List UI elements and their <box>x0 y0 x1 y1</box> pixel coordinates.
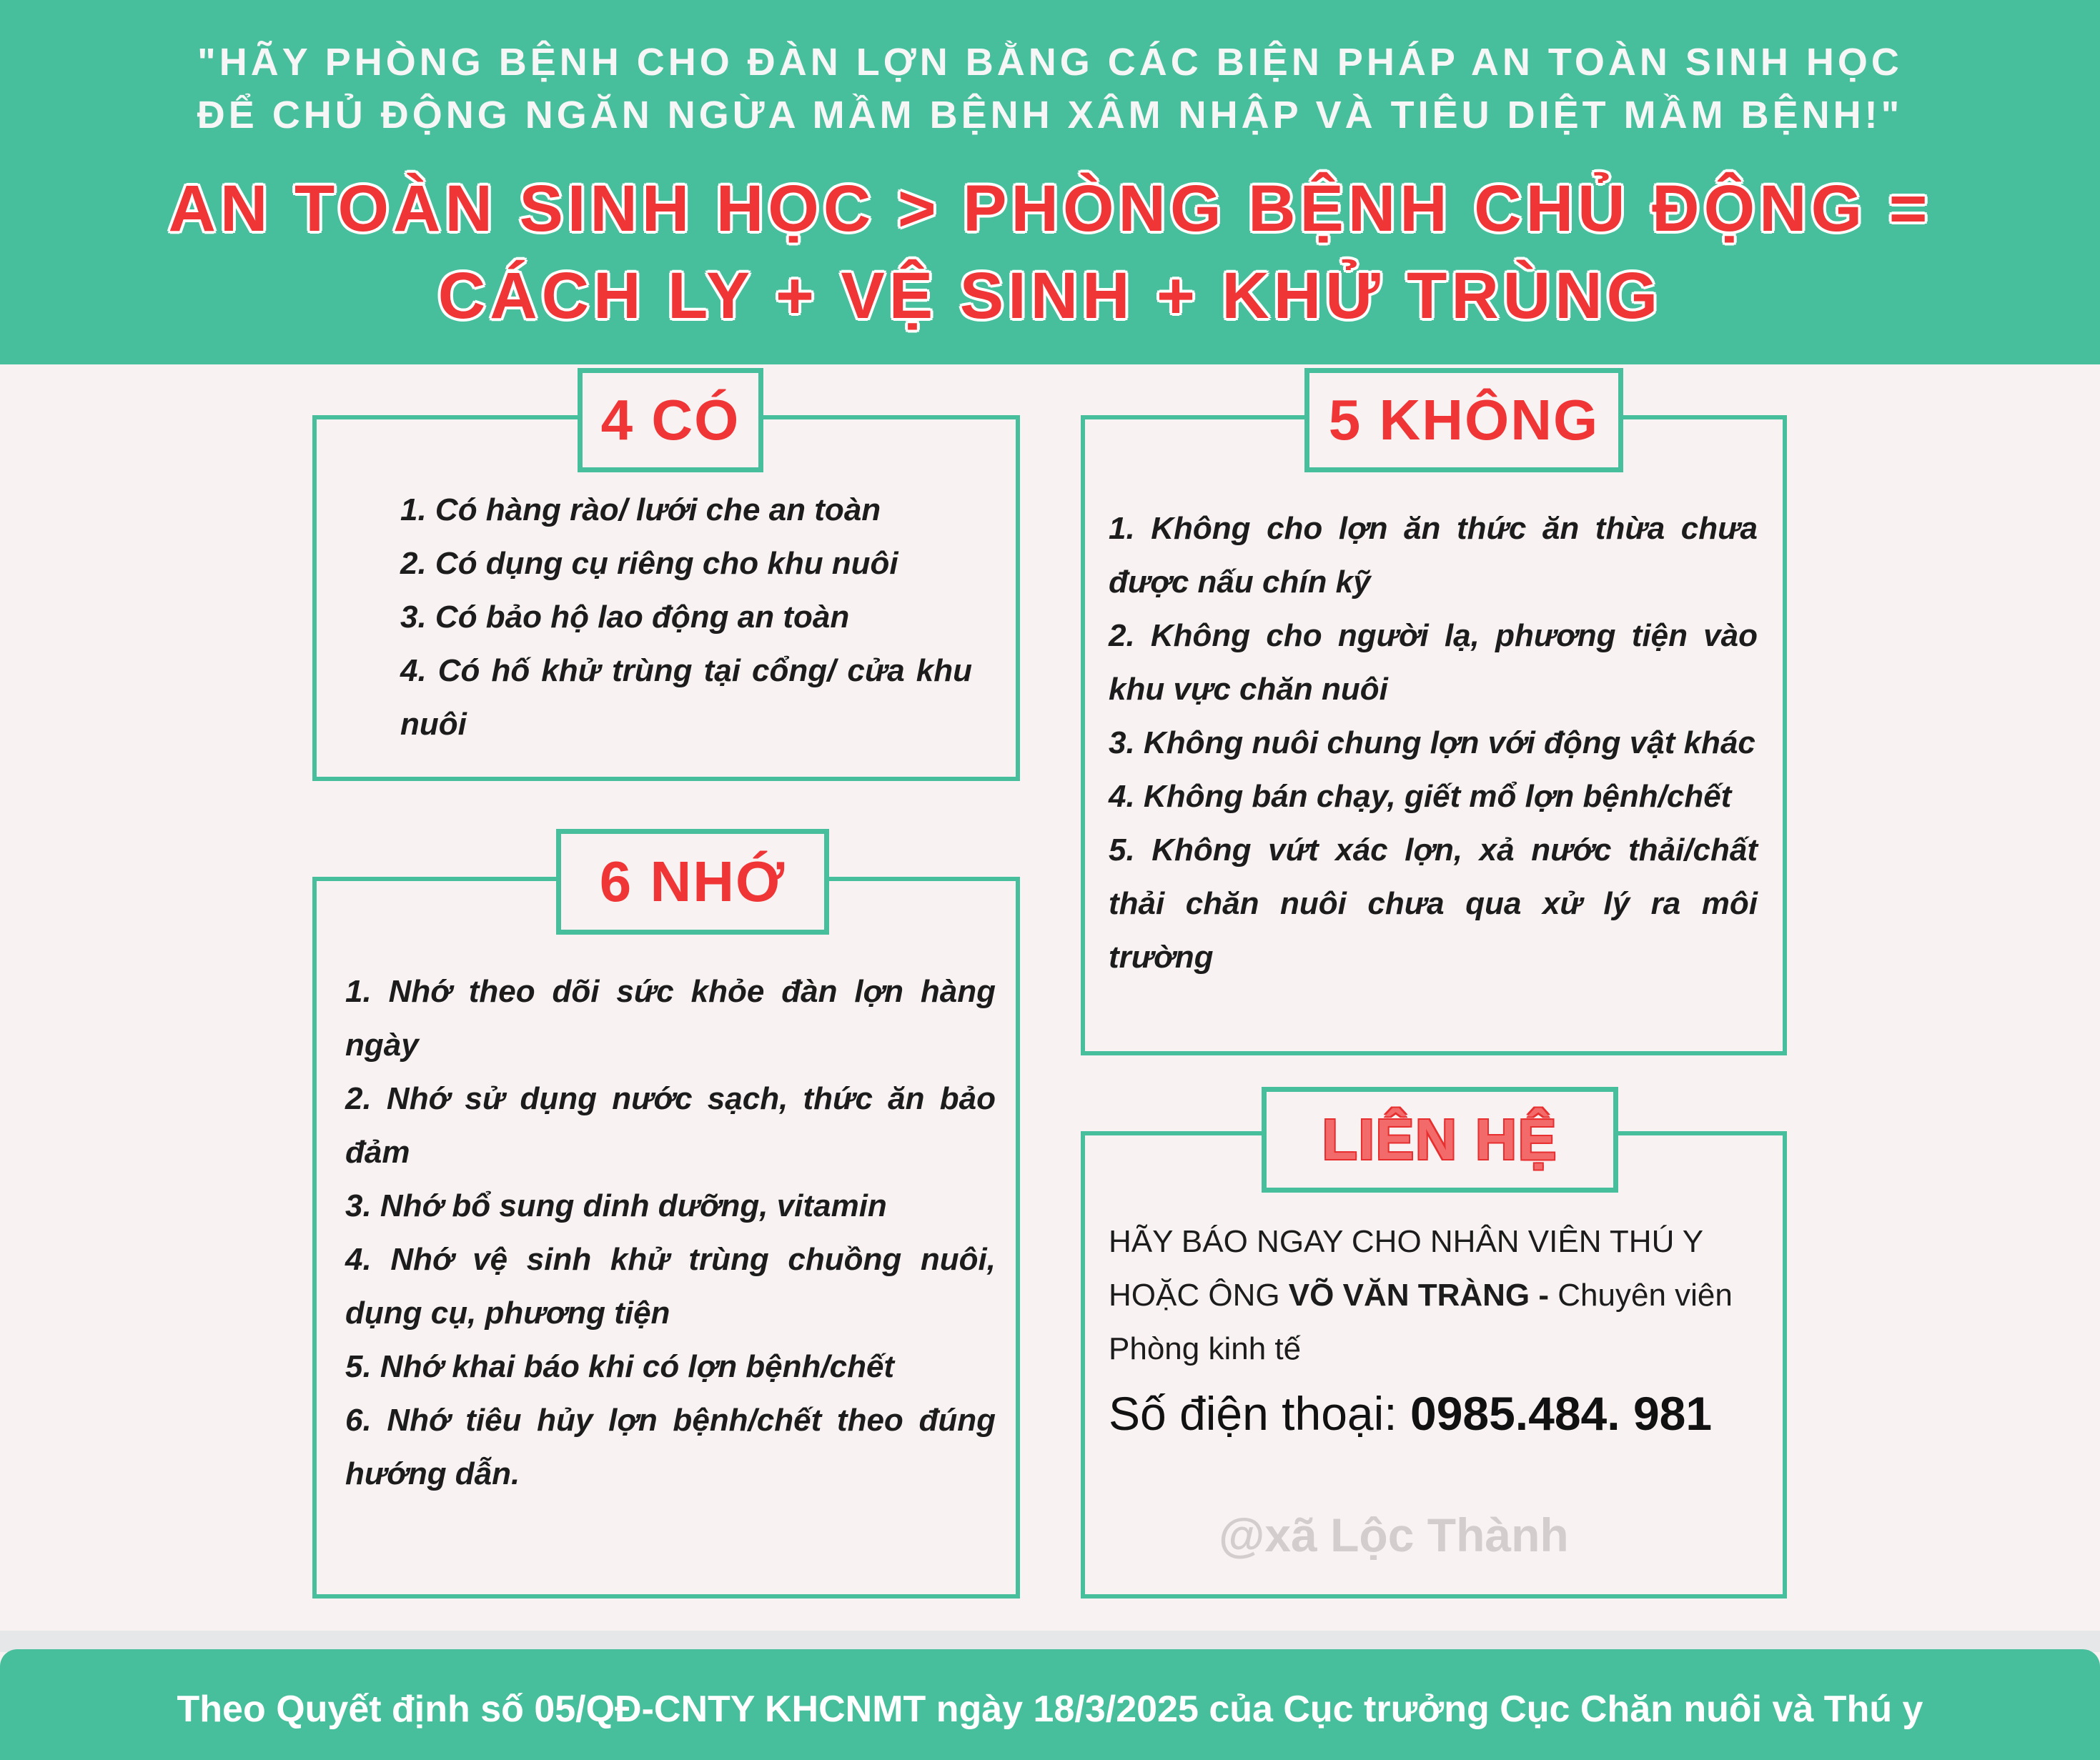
list-item: 1. Không cho lợn ăn thức ăn thừa chưa được nấu chín kỹ <box>1109 511 1758 600</box>
list-item: 2. Nhớ sử dụng nước sạch, thức ăn bảo đảm <box>345 1081 996 1170</box>
contact-title: LIÊN HỆ <box>1262 1087 1618 1193</box>
list-item: 2. Có dụng cụ riêng cho khu nuôi <box>400 546 898 581</box>
four-co-list <box>400 483 986 751</box>
contact-name: VÕ VĂN TRÀNG - <box>1288 1278 1550 1313</box>
watermark: @xã Lộc Thành <box>1219 1508 1569 1561</box>
quote-line-2: ĐỂ CHỦ ĐỘNG NGĂN NGỪA MẦM BỆNH XÂM NHẬP VÀ TIÊU DIỆT MẦM BỆNH!" <box>197 94 1903 136</box>
five-khong-title: 5 KHÔNG <box>1304 368 1623 472</box>
four-co-title: 4 CÓ <box>578 368 763 472</box>
contact-line-1: HÃY BÁO NGAY CHO NHÂN VIÊN THÚ Y <box>1109 1224 1704 1259</box>
list-item: 6. Nhớ tiêu hủy lợn bệnh/chết theo đúng hướng dẫn. <box>345 1403 996 1491</box>
quote-line-1: "HÃY PHÒNG BỆNH CHO ĐÀN LỢN BẰNG CÁC BIỆN PHÁP AN TOÀN SINH HỌC <box>197 41 1903 84</box>
footer-text: Theo Quyết định số 05/QĐ-CNTY KHCNMT ngày 18/3/2025 của Cục trưởng Cục Chăn nuôi và Thú y <box>177 1689 1923 1730</box>
six-nho-title: 6 NHỚ <box>556 829 829 935</box>
list-item: 3. Có bảo hộ lao động an toàn <box>400 600 850 635</box>
contact-prefix: HOẶC ÔNG <box>1109 1278 1289 1313</box>
list-item: 2. Không cho người lạ, phương tiện vào khu vực chăn nuôi <box>1109 618 1758 707</box>
list-item: 4. Nhớ vệ sinh khử trùng chuồng nuôi, dụng cụ, phương tiện <box>345 1242 996 1331</box>
phone-number[interactable]: 0985.484. 981 <box>1410 1387 1713 1440</box>
list-item: 1. Có hàng rào/ lưới che an toàn <box>400 492 881 527</box>
phone-label: Số điện thoại: <box>1109 1387 1410 1440</box>
list-item: 3. Không nuôi chung lợn với động vật khác <box>1109 725 1755 760</box>
headline-line-2: CÁCH LY + VỆ SINH + KHỬ TRÙNG <box>437 259 1663 332</box>
five-khong-list <box>1109 502 1758 984</box>
phone-line <box>1109 1386 1712 1441</box>
contact-role: Chuyên viên Phòng kinh tế <box>1109 1278 1733 1366</box>
list-item: 4. Không bán chạy, giết mổ lợn bệnh/chết <box>1109 779 1732 814</box>
list-item: 3. Nhớ bổ sung dinh dưỡng, vitamin <box>345 1188 887 1223</box>
list-item: 4. Có hố khử trùng tại cổng/ cửa khu nuôi <box>400 653 972 742</box>
six-nho-list <box>345 965 996 1501</box>
contact-line-2 <box>1109 1268 1766 1376</box>
list-item: 1. Nhớ theo dõi sức khỏe đàn lợn hàng ngày <box>345 974 996 1063</box>
headline-line-1: AN TOÀN SINH HỌC > PHÒNG BỆNH CHỦ ĐỘNG = <box>168 172 1932 245</box>
list-item: 5. Không vứt xác lợn, xả nước thải/chất thải chăn nuôi chưa qua xử lý ra môi trường <box>1109 832 1758 975</box>
contact-text <box>1109 1215 1766 1376</box>
list-item: 5. Nhớ khai báo khi có lợn bệnh/chết <box>345 1349 895 1384</box>
